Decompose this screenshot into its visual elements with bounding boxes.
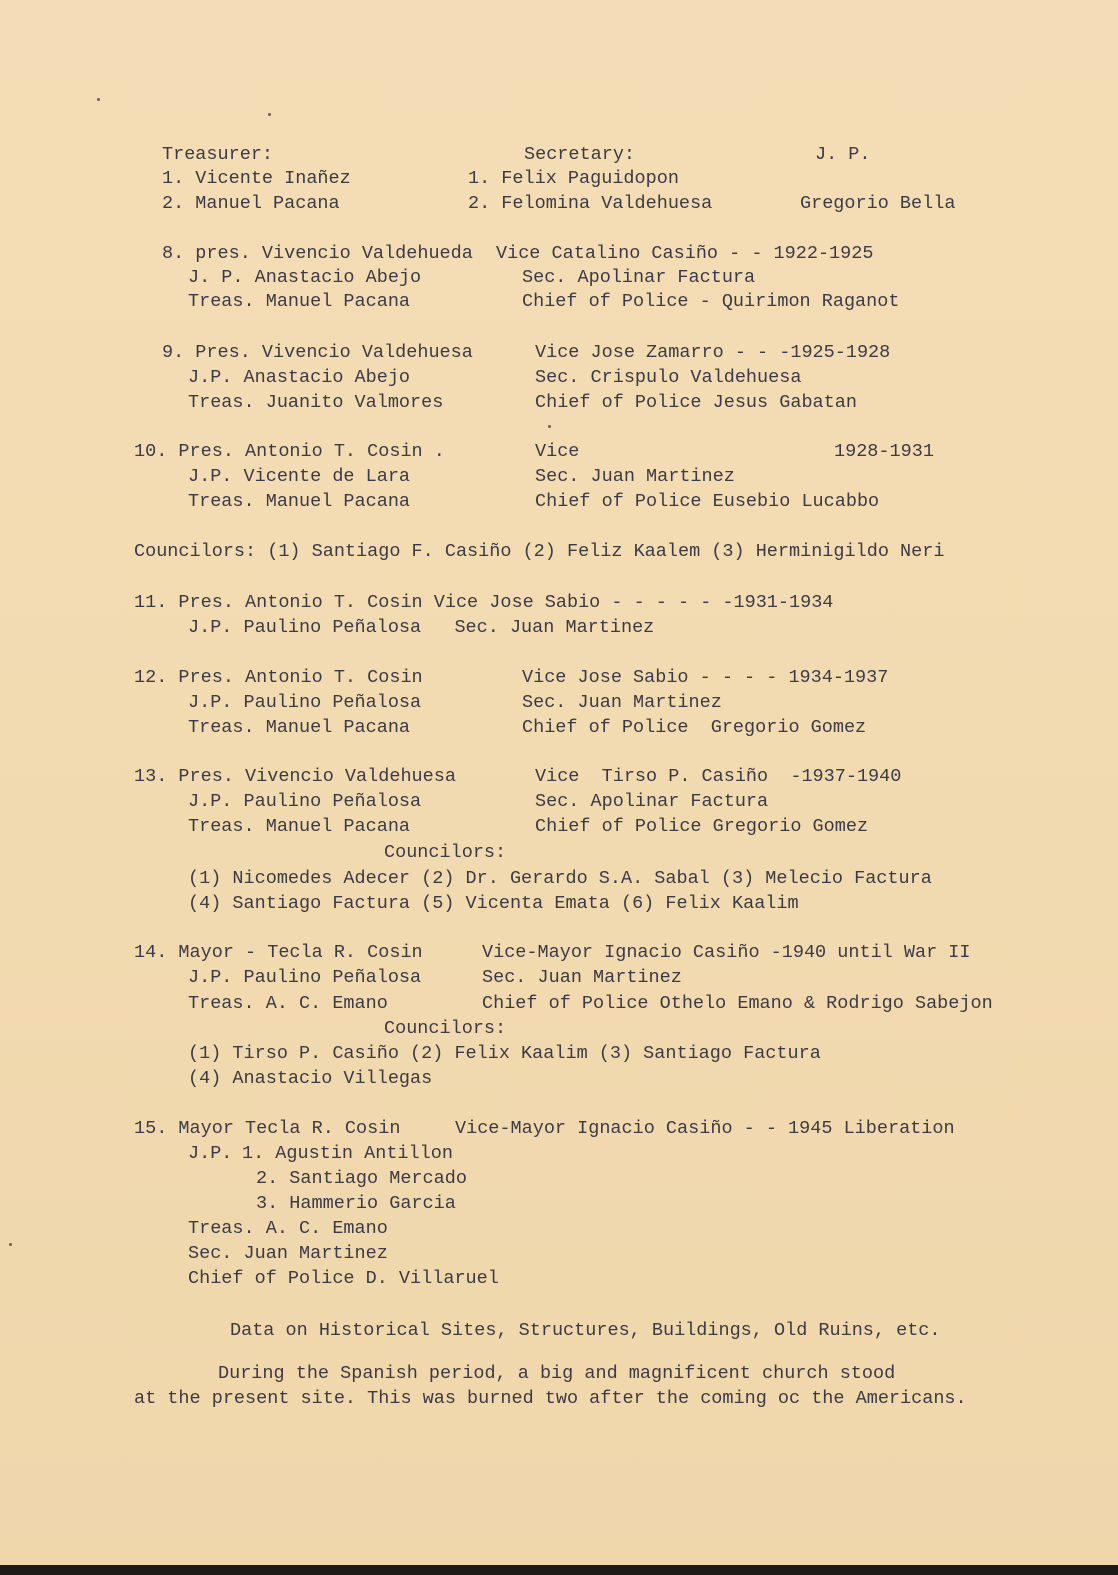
secretary-2: 2. Felomina Valdehuesa	[468, 193, 713, 214]
historical-para-line1: During the Spanish period, a big and magnificent church stood	[218, 1363, 896, 1384]
term-8-line3-left: Treas. Manuel Pacana	[188, 291, 411, 312]
term-9-line1-right: Vice Jose Zamarro - - -1925-1928	[535, 342, 891, 363]
term-10-line3-right: Chief of Police Eusebio Lucabbo	[535, 491, 880, 512]
term-15-treas: Treas. A. C. Emano	[188, 1218, 388, 1239]
term-12-line3-left: Treas. Manuel Pacana	[188, 717, 411, 738]
term-8-line2-left: J. P. Anastacio Abejo	[188, 267, 422, 288]
term-12-line1-left: 12. Pres. Antonio T. Cosin	[134, 667, 423, 688]
term-14-line2-left: J.P. Paulino Peñalosa	[188, 967, 422, 988]
term-14-line3-left: Treas. A. C. Emano	[188, 993, 388, 1014]
term-10-line2-right: Sec. Juan Martinez	[535, 466, 735, 487]
paper-speck	[268, 113, 271, 116]
term-15-jp-1: 1. Agustin Antillon	[242, 1143, 453, 1164]
jp-label: J. P.	[815, 144, 871, 165]
term-13-line2-left: J.P. Paulino Peñalosa	[188, 791, 422, 812]
term-12-line2-left: J.P. Paulino Peñalosa	[188, 692, 422, 713]
term-15-line1-left: 15. Mayor Tecla R. Cosin	[134, 1118, 401, 1139]
term-10-line1-right: 1928-1931	[834, 441, 934, 462]
term-13-line1-right: Vice Tirso P. Casiño -1937-1940	[535, 766, 902, 787]
term-11-line2: J.P. Paulino Peñalosa Sec. Juan Martinez	[188, 617, 655, 638]
term-9-line2-left: J.P. Anastacio Abejo	[188, 367, 411, 388]
term-10-line2-left: J.P. Vicente de Lara	[188, 466, 411, 487]
term-9-line3-right: Chief of Police Jesus Gabatan	[535, 392, 857, 413]
term-10-councilors: Councilors: (1) Santiago F. Casiño (2) Feliz Kaalem (3) Herminigildo Neri	[134, 541, 945, 562]
term-14-line2-right: Sec. Juan Martinez	[482, 967, 682, 988]
term-13-councilors-1: (1) Nicomedes Adecer (2) Dr. Gerardo S.A. Sabal (3) Melecio Factura	[188, 868, 932, 889]
term-15-jp-3: 3. Hammerio Garcia	[256, 1193, 456, 1214]
paper-speck	[548, 425, 551, 428]
historical-heading: Data on Historical Sites, Structures, Buildings, Old Ruins, etc.	[230, 1320, 941, 1341]
term-11-line1: 11. Pres. Antonio T. Cosin Vice Jose Sabio - - - - - -1931-1934	[134, 592, 834, 613]
term-13-line1-left: 13. Pres. Vivencio Valdehuesa	[134, 766, 456, 787]
term-15-chief: Chief of Police D. Villaruel	[188, 1268, 499, 1289]
term-14-councilors-1: (1) Tirso P. Casiño (2) Felix Kaalim (3) Santiago Factura	[188, 1043, 821, 1064]
secretary-1: 1. Felix Paguidopon	[468, 168, 679, 189]
term-14-councilors-2: (4) Anastacio Villegas	[188, 1068, 433, 1089]
term-10-line3-left: Treas. Manuel Pacana	[188, 491, 411, 512]
term-12-line2-right: Sec. Juan Martinez	[522, 692, 722, 713]
term-15-sec: Sec. Juan Martinez	[188, 1243, 388, 1264]
treasurer-1: 1. Vicente Inañez	[162, 168, 351, 189]
term-12-line3-right: Chief of Police Gregorio Gomez	[522, 717, 867, 738]
historical-para-line2: at the present site. This was burned two after the coming oc the Americans.	[134, 1388, 967, 1409]
term-8-line3-right: Chief of Police - Quirimon Raganot	[522, 291, 900, 312]
term-12-line1-right: Vice Jose Sabio - - - - 1934-1937	[522, 667, 889, 688]
term-14-councilors-label: Councilors:	[384, 1018, 507, 1039]
term-10-line1-left: 10. Pres. Antonio T. Cosin .	[134, 441, 445, 462]
treasurer-label: Treasurer:	[162, 144, 274, 165]
term-14-line3-right: Chief of Police Othelo Emano & Rodrigo Sabejon	[482, 993, 993, 1014]
jp-name: Gregorio Bella	[800, 193, 956, 214]
term-14-line1-right: Vice-Mayor Ignacio Casiño -1940 until War II	[482, 942, 971, 963]
scan-bottom-edge	[0, 1565, 1118, 1575]
paper-speck	[9, 1243, 12, 1246]
term-9-line1-left: 9. Pres. Vivencio Valdehuesa	[162, 342, 473, 363]
treasurer-2: 2. Manuel Pacana	[162, 193, 340, 214]
term-14-line1-left: 14. Mayor - Tecla R. Cosin	[134, 942, 423, 963]
term-9-line3-left: Treas. Juanito Valmores	[188, 392, 444, 413]
term-15-line1-right: Vice-Mayor Ignacio Casiño - - 1945 Liberation	[455, 1118, 955, 1139]
term-8-line1-left: 8. pres. Vivencio Valdehueda	[162, 243, 473, 264]
term-13-line2-right: Sec. Apolinar Factura	[535, 791, 769, 812]
term-13-councilors-2: (4) Santiago Factura (5) Vicenta Emata (6) Felix Kaalim	[188, 893, 799, 914]
term-13-line3-left: Treas. Manuel Pacana	[188, 816, 411, 837]
term-13-councilors-label: Councilors:	[384, 842, 507, 863]
term-15-jp-label: J.P.	[188, 1143, 233, 1164]
secretary-label: Secretary:	[524, 144, 636, 165]
term-8-line2-right: Sec. Apolinar Factura	[522, 267, 756, 288]
term-8-line1-right: Vice Catalino Casiño - - 1922-1925	[496, 243, 874, 264]
term-9-line2-right: Sec. Crispulo Valdehuesa	[535, 367, 802, 388]
term-10-line1-mid: Vice	[535, 441, 580, 462]
term-13-line3-right: Chief of Police Gregorio Gomez	[535, 816, 869, 837]
term-15-jp-2: 2. Santiago Mercado	[256, 1168, 467, 1189]
paper-speck	[97, 98, 100, 101]
